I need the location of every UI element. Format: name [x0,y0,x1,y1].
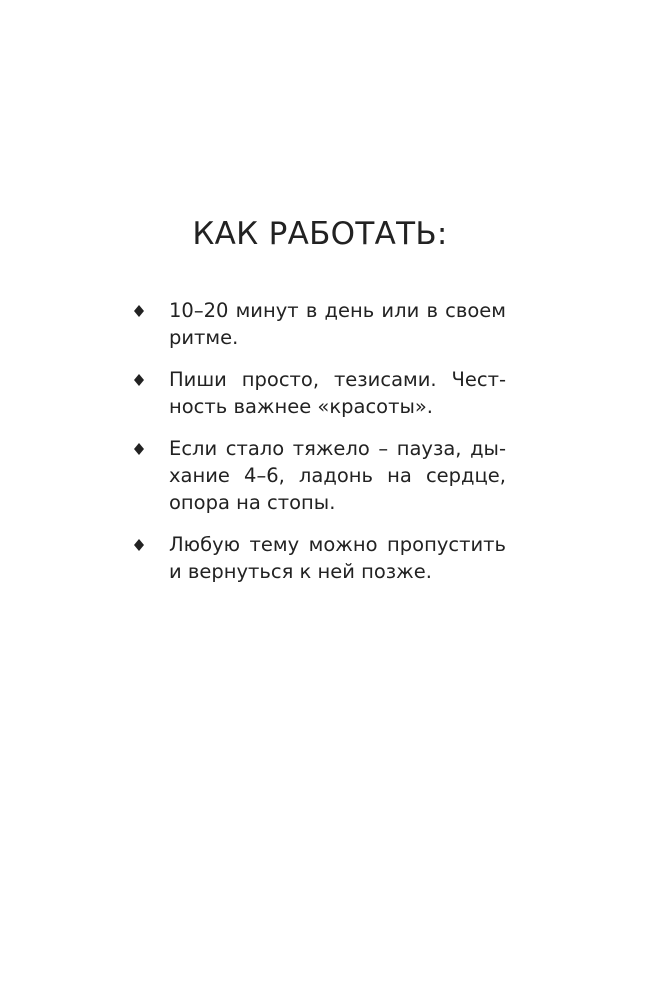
page-title: КАК РАБОТАТЬ: [192,216,448,252]
list-item-line: Если стало тяжело – пауза, ды- [169,437,506,460]
list-item-line: ность важнее «красоты». [169,395,433,418]
list-item [0,297,506,351]
list-item-text [169,531,506,585]
list-item-line: Любую тему можно пропустить [169,533,506,556]
list-item-line: Пиши просто, тезисами. Чест- [169,368,506,391]
list-item-text [169,297,506,351]
list-item-line: хание 4–6, ладонь на сердце, [169,464,506,487]
list-item [0,366,506,420]
list-item [0,435,506,516]
list-item-text [169,435,506,516]
list-item-line: и вернуться к ней позже. [169,560,432,583]
list-item-line: 10–20 минут в день или в своем [169,299,506,322]
list-item [0,531,506,585]
list-item-text [169,366,506,420]
diamond-bullet-icon [133,305,145,317]
diamond-bullet-icon [133,374,145,386]
diamond-bullet-icon [133,539,145,551]
instructions-list [0,297,506,600]
list-item-line: ритме. [169,326,239,349]
diamond-bullet-icon [133,443,145,455]
list-item-line: опора на стопы. [169,491,336,514]
